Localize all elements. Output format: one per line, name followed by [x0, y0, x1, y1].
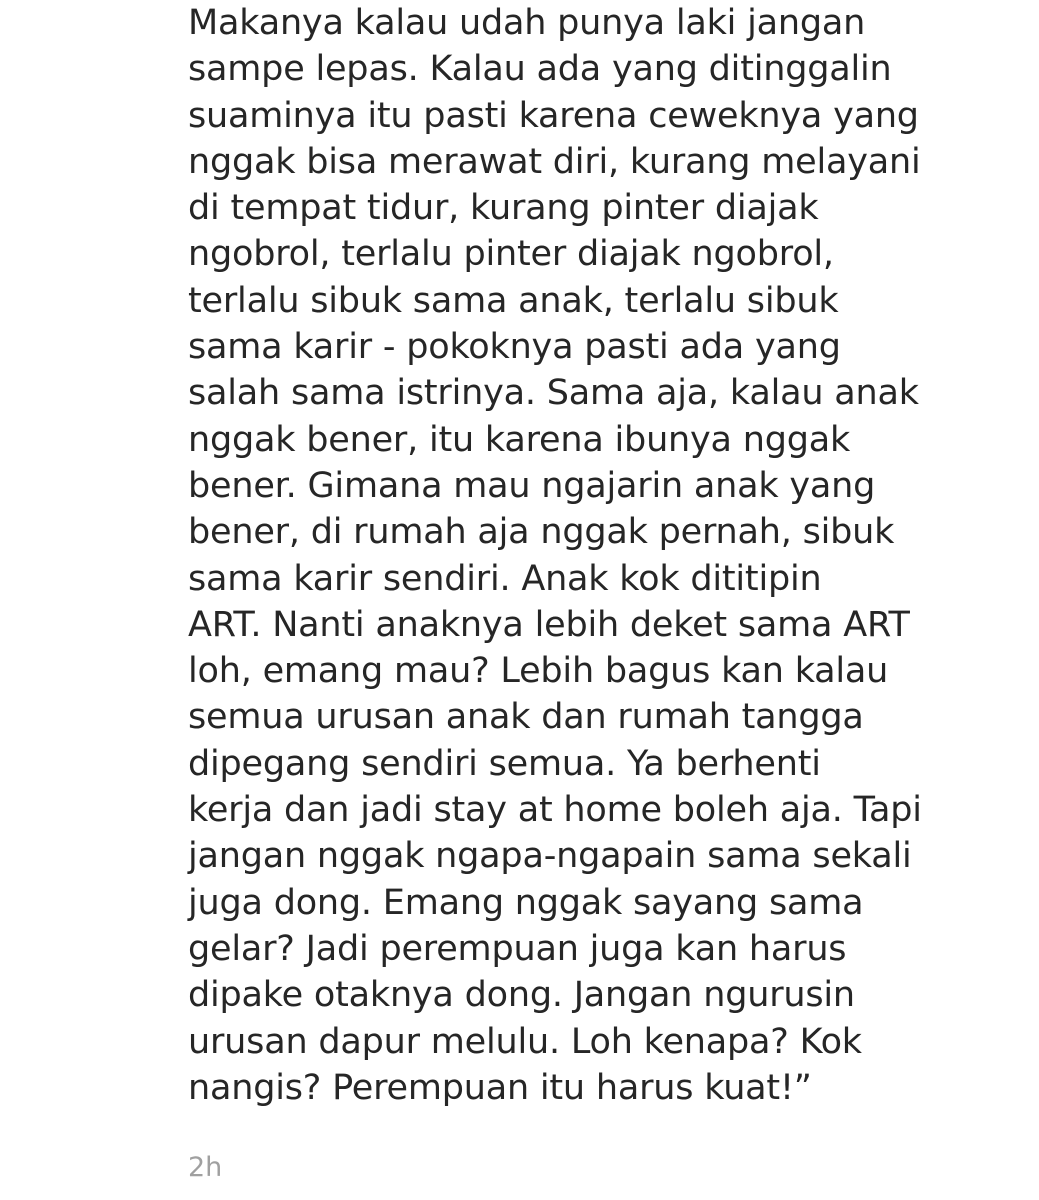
comment-line: ngobrol, terlalu pinter diajak ngobrol, [188, 234, 834, 275]
comment-line: bener, di rumah aja nggak pernah, sibuk [188, 512, 895, 553]
comment-line: nangis? Perempuan itu harus kuat!” [188, 1067, 812, 1108]
comment-line: sama karir sendiri. Anak kok dititipin [188, 558, 822, 599]
comment-line: juga dong. Emang nggak sayang sama [188, 882, 864, 923]
comment-line: terlalu sibuk sama anak, terlalu sibuk [188, 280, 839, 321]
comment-line: di tempat tidur, kurang pinter diajak [188, 188, 819, 229]
comment-line: suaminya itu pasti karena ceweknya yang [188, 95, 919, 136]
comment-timestamp: 2h [188, 1152, 223, 1183]
comment-line: gelar? Jadi perempuan juga kan harus [188, 928, 847, 969]
comment-line: kerja dan jadi stay at home boleh aja. Tapi [188, 790, 922, 831]
comment-line: Makanya kalau udah punya laki jangan [188, 3, 866, 43]
comment-line: bener. Gimana mau ngajarin anak yang [188, 465, 876, 506]
comment-line: dipegang sendiri semua. Ya berhenti [188, 743, 821, 784]
comment-line: ART. Nanti anaknya lebih deket sama ART [188, 604, 910, 645]
comment-line: nggak bener, itu karena ibunya nggak [188, 419, 851, 460]
comment-line: semua urusan anak dan rumah tangga [188, 697, 864, 738]
comment-line: sampe lepas. Kalau ada yang ditinggalin [188, 49, 892, 90]
comment-line: jangan nggak ngapa-ngapain sama sekali [188, 836, 912, 877]
comment-line: urusan dapur melulu. Loh kenapa? Kok [188, 1021, 862, 1062]
comment-line: nggak bisa merawat diri, kurang melayani [188, 141, 921, 182]
comment-line: sama karir - pokoknya pasti ada yang [188, 327, 841, 368]
comment-line: salah sama istrinya. Sama aja, kalau anak [188, 373, 919, 414]
comment-body [188, 0, 988, 1111]
comment-line: dipake otaknya dong. Jangan ngurusin [188, 975, 855, 1016]
comment-line: loh, emang mau? Lebih bagus kan kalau [188, 651, 889, 692]
